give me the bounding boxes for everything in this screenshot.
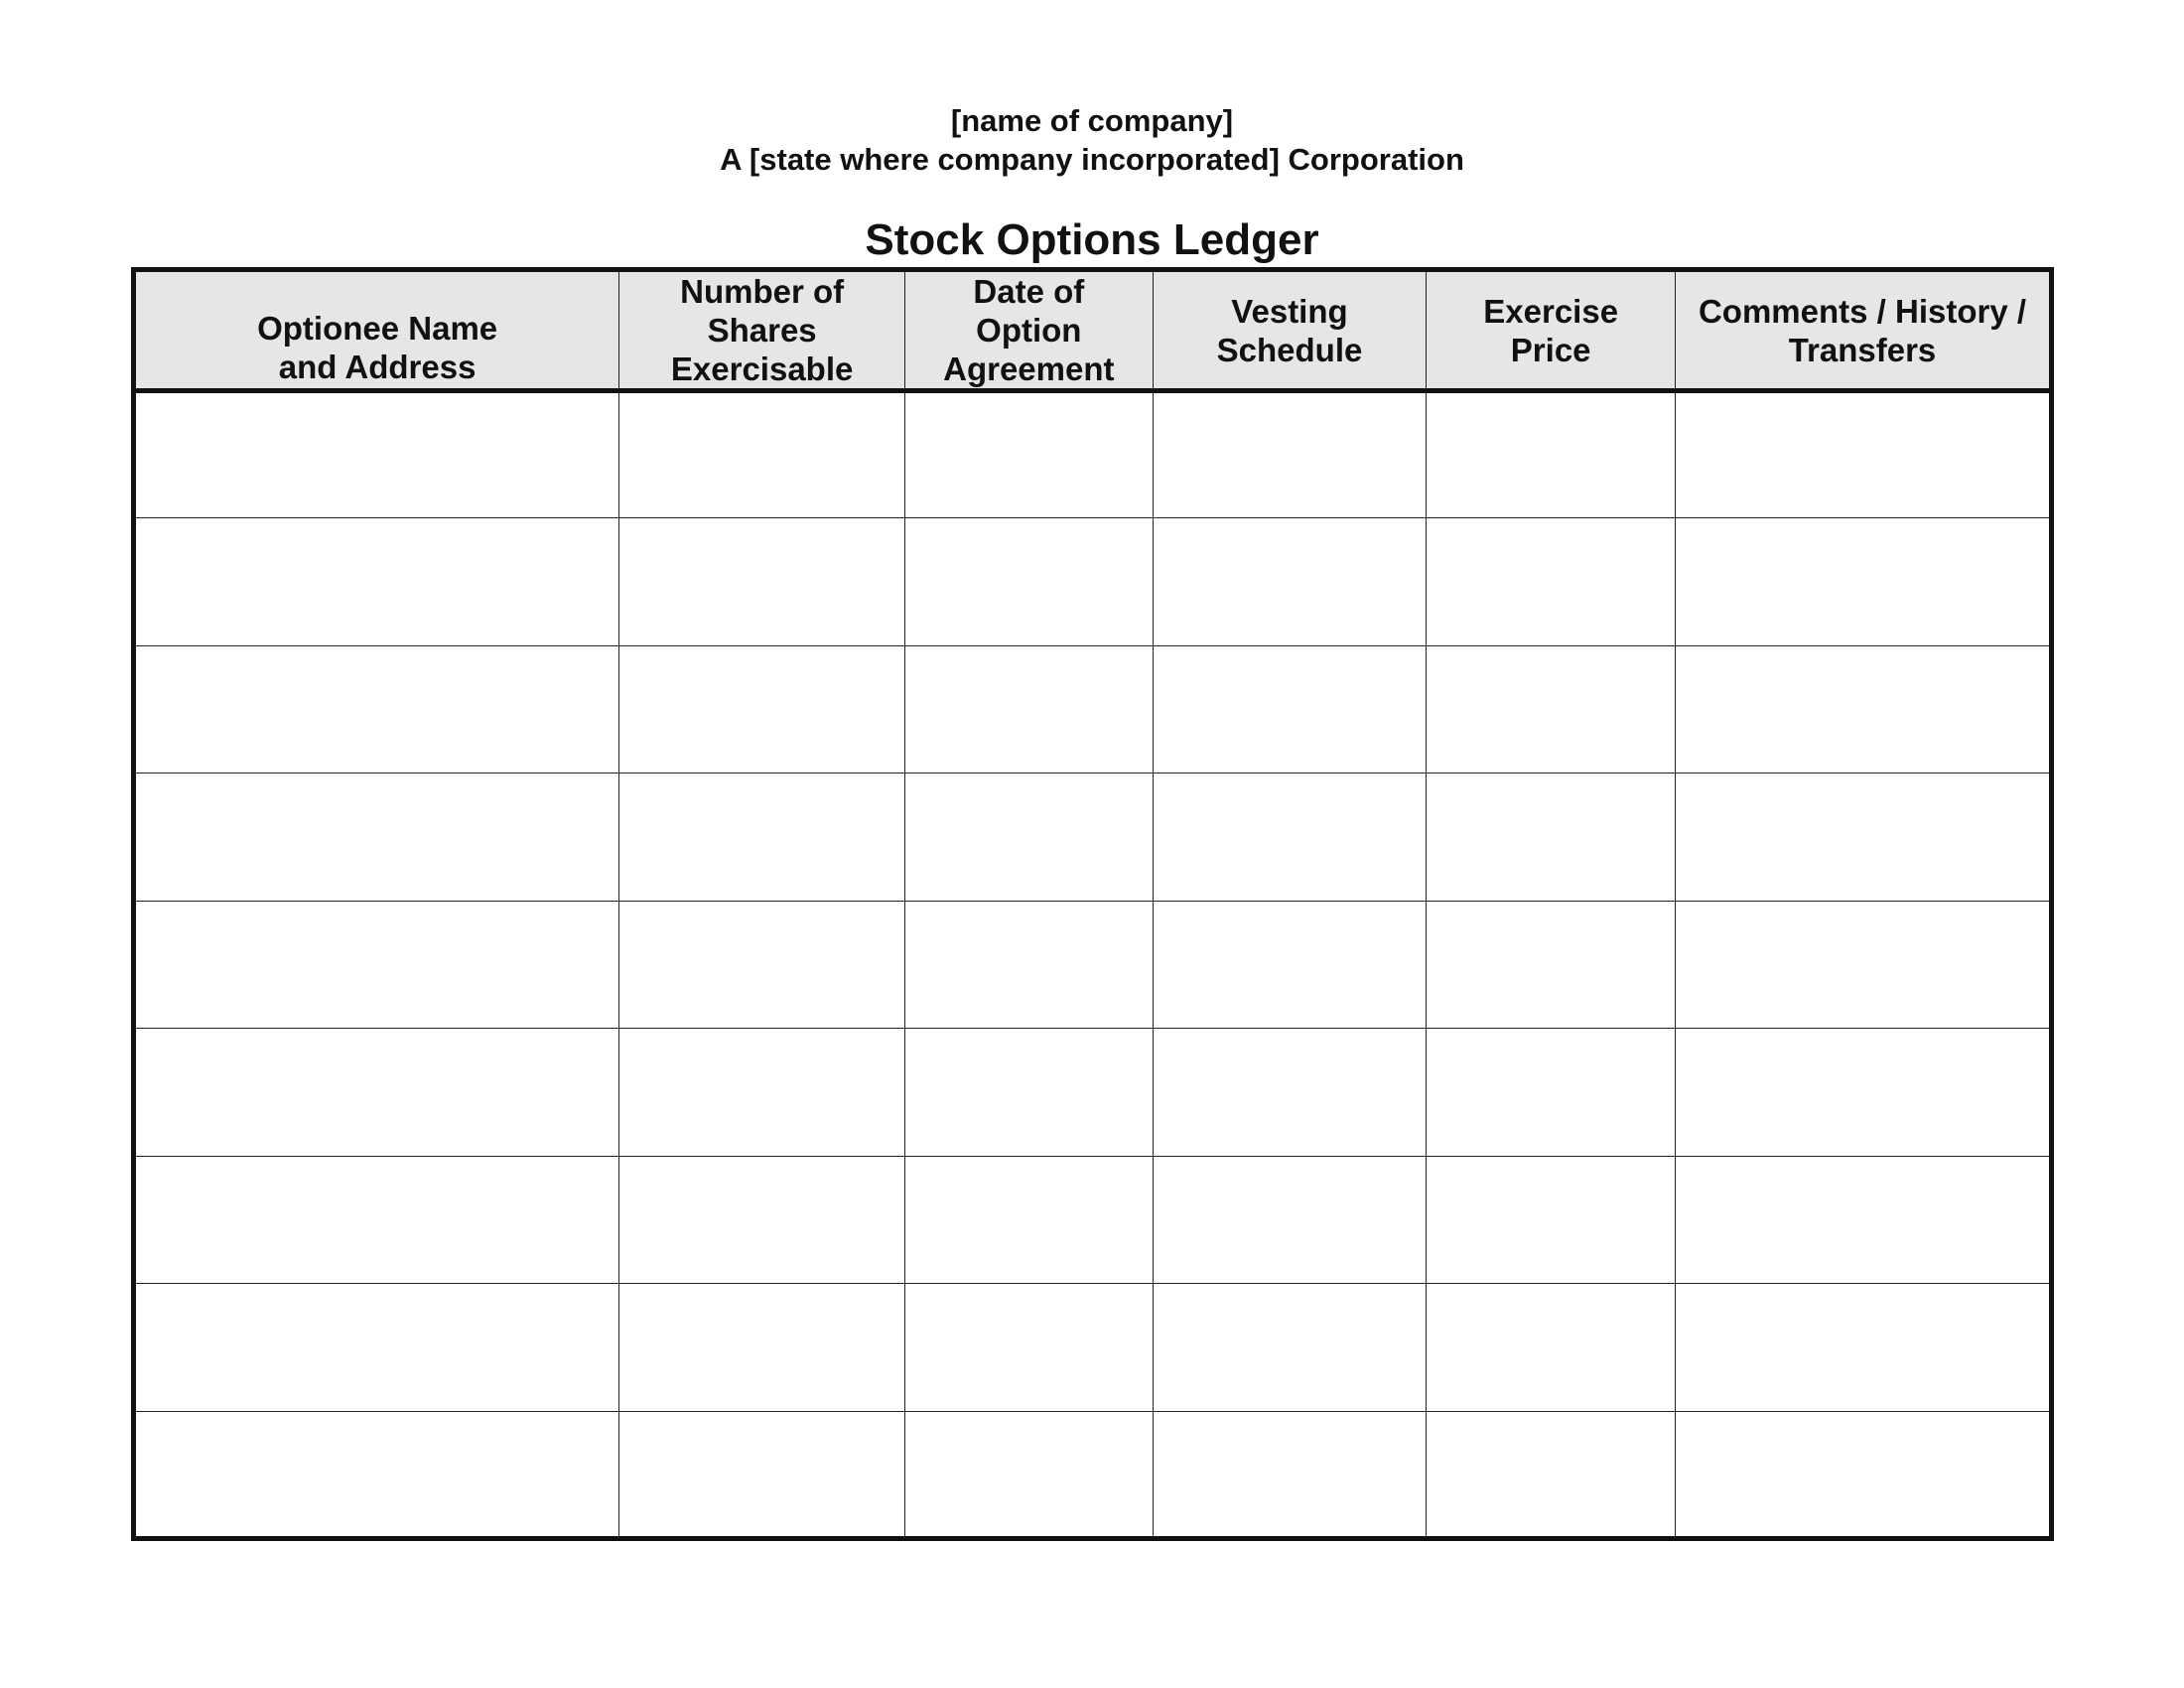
table-row [134,1284,2052,1411]
table-row [134,774,2052,901]
column-header-date [905,270,1154,391]
date-cell[interactable] [905,1156,1154,1283]
price-cell[interactable] [1427,645,1676,773]
date-cell[interactable] [905,1029,1154,1156]
comments-cell[interactable] [1675,774,2051,901]
comments-cell[interactable] [1675,1156,2051,1283]
shares-cell[interactable] [619,1029,905,1156]
price-cell[interactable] [1427,518,1676,645]
date-cell[interactable] [905,774,1154,901]
comments-cell[interactable] [1675,901,2051,1028]
vesting-cell[interactable] [1153,1411,1427,1539]
vesting-cell[interactable] [1153,774,1427,901]
table-row [134,1156,2052,1283]
vesting-cell[interactable] [1153,901,1427,1028]
vesting-cell[interactable] [1153,1156,1427,1283]
optionee-cell[interactable] [134,901,619,1028]
comments-cell[interactable] [1675,1411,2051,1539]
optionee-cell[interactable] [134,645,619,773]
column-header-label: Vesting Schedule [1216,292,1363,368]
vesting-cell[interactable] [1153,391,1427,518]
table-row [134,518,2052,645]
optionee-cell[interactable] [134,1029,619,1156]
table-header-row [134,270,2052,391]
column-header-comments [1675,270,2051,391]
comments-cell[interactable] [1675,1029,2051,1156]
column-header-optionee [134,270,619,391]
table-row [134,1029,2052,1156]
price-cell[interactable] [1427,901,1676,1028]
company-name: [name of company] [950,103,1234,138]
optionee-cell[interactable] [134,391,619,518]
optionee-cell[interactable] [134,1284,619,1411]
column-header-label: Exercise Price [1483,292,1619,368]
table-row [134,901,2052,1028]
table-row [134,645,2052,773]
incorporation-state-line: A [state where company incorporated] Corporation [720,142,1464,177]
shares-cell[interactable] [619,1284,905,1411]
price-cell[interactable] [1427,1156,1676,1283]
optionee-cell[interactable] [134,774,619,901]
price-cell[interactable] [1427,1284,1676,1411]
shares-cell[interactable] [619,645,905,773]
vesting-cell[interactable] [1153,645,1427,773]
stock-options-ledger-table [131,267,2054,1541]
column-header-price [1427,270,1676,391]
price-cell[interactable] [1427,1411,1676,1539]
shares-cell[interactable] [619,774,905,901]
optionee-cell[interactable] [134,518,619,645]
ledger-title: Stock Options Ledger [865,215,1319,264]
price-cell[interactable] [1427,774,1676,901]
table-row [134,1411,2052,1539]
vesting-cell[interactable] [1153,1284,1427,1411]
vesting-cell[interactable] [1153,1029,1427,1156]
column-header-vesting [1153,270,1427,391]
price-cell[interactable] [1427,391,1676,518]
date-cell[interactable] [905,1284,1154,1411]
comments-cell[interactable] [1675,645,2051,773]
column-header-shares [619,270,905,391]
shares-cell[interactable] [619,1156,905,1283]
date-cell[interactable] [905,901,1154,1028]
date-cell[interactable] [905,391,1154,518]
column-header-label: Date of Option Agreement [943,273,1115,387]
shares-cell[interactable] [619,1411,905,1539]
column-header-label: Optionee Name and Address [257,310,498,385]
column-header-label: Number of Shares Exercisable [670,273,854,387]
optionee-cell[interactable] [134,1411,619,1539]
date-cell[interactable] [905,1411,1154,1539]
comments-cell[interactable] [1675,518,2051,645]
shares-cell[interactable] [619,518,905,645]
comments-cell[interactable] [1675,1284,2051,1411]
shares-cell[interactable] [619,901,905,1028]
date-cell[interactable] [905,518,1154,645]
column-header-label: Comments / History / Transfers [1698,292,2027,368]
comments-cell[interactable] [1675,391,2051,518]
shares-cell[interactable] [619,391,905,518]
table-row [134,391,2052,518]
date-cell[interactable] [905,645,1154,773]
vesting-cell[interactable] [1153,518,1427,645]
optionee-cell[interactable] [134,1156,619,1283]
price-cell[interactable] [1427,1029,1676,1156]
ledger-body [134,391,2052,1539]
